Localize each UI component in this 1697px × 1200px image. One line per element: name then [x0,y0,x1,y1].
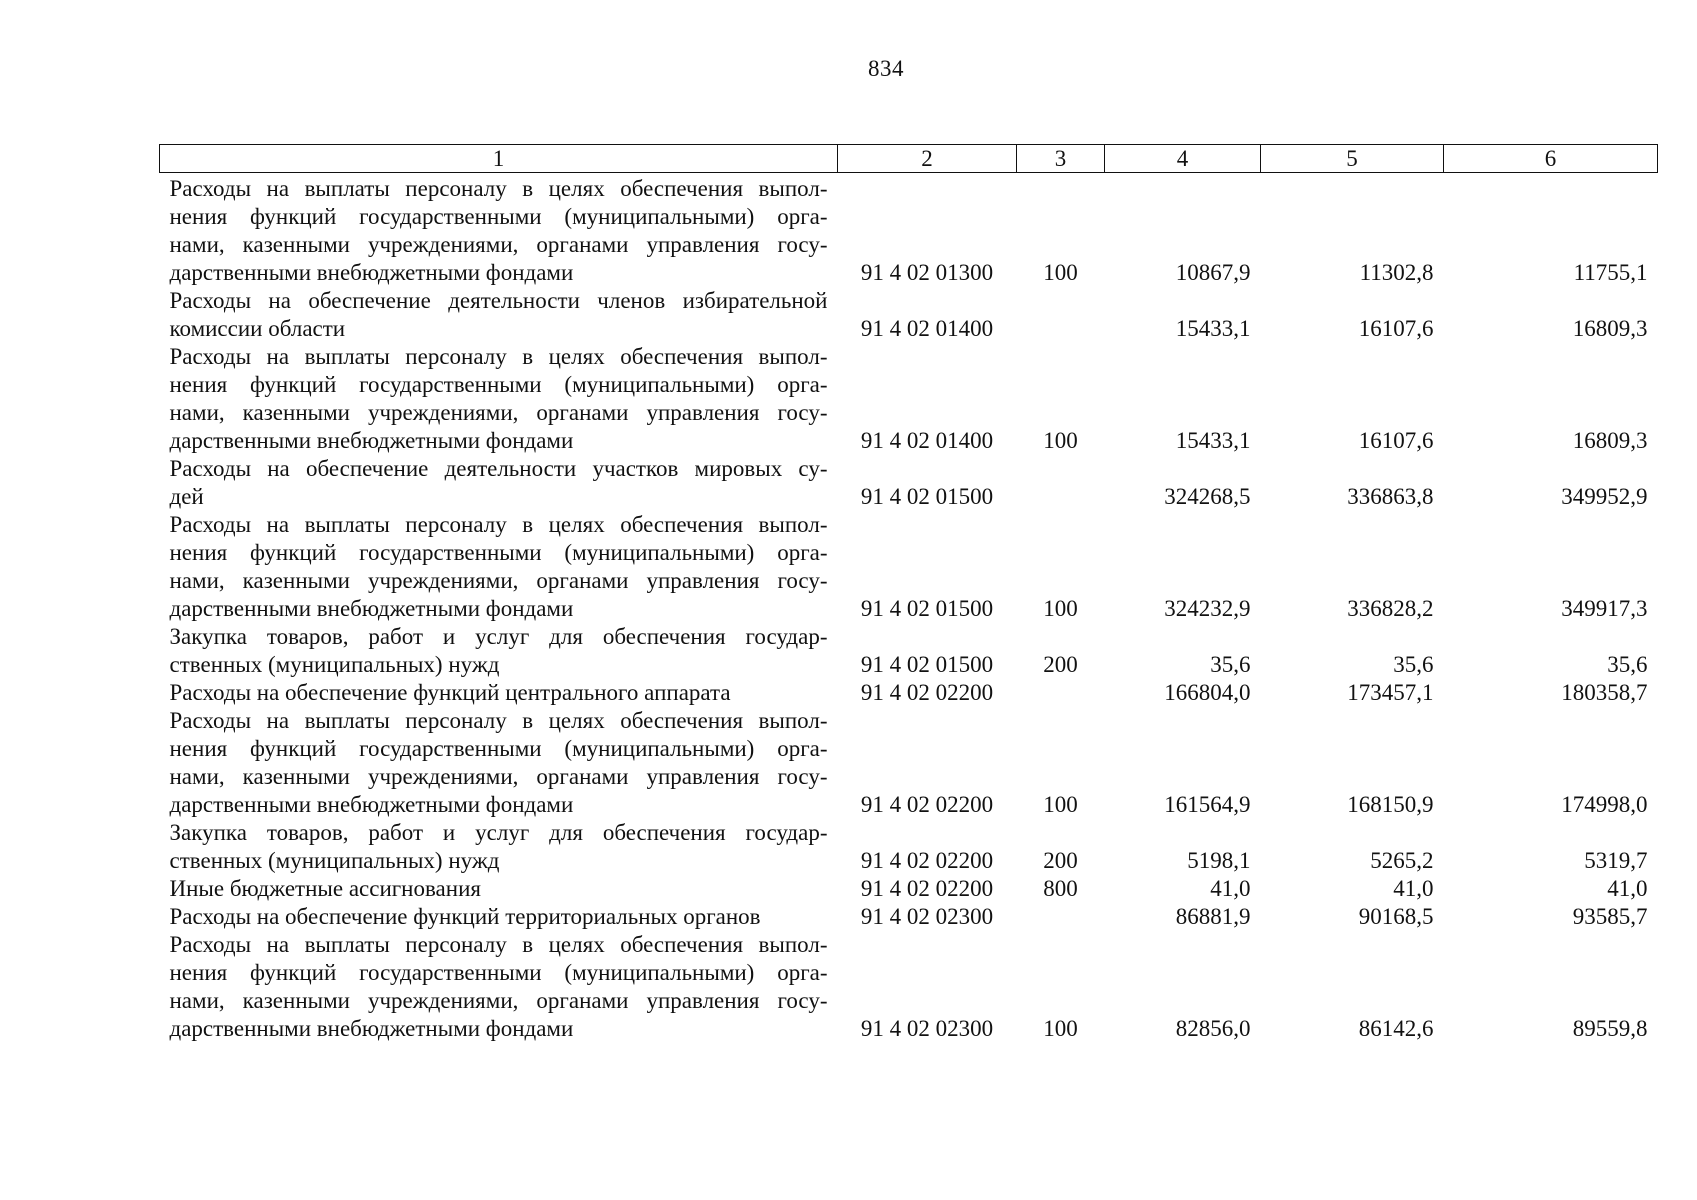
expense-name-line: Закупка товаров, работ и услуг для обеспечения государ- [169,624,828,649]
budget-code-cell: 91 4 02 01400 [860,428,994,453]
expense-type-cell: 200 [1043,652,1078,677]
expense-name-line: дарственными внебюджетными фондами [169,428,574,453]
expense-name-cell [160,875,838,903]
expense-name-line: нами, казенными учреждениями, органами управления госу- [169,400,828,425]
expense-type-cell: 100 [1043,792,1078,817]
year1-amount-cell: 15433,1 [1175,428,1251,453]
expense-name-line: нами, казенными учреждениями, органами управления госу- [169,568,828,593]
year3-amount-cell: 41,0 [1607,876,1648,901]
budget-code-cell: 91 4 02 01500 [860,484,994,509]
year1-amount-cell: 41,0 [1210,876,1251,901]
expense-name-line: нами, казенными учреждениями, органами управления госу- [169,232,828,257]
table-row [160,931,1658,1043]
header-cell-5: 5 [1261,145,1444,173]
budget-code-cell: 91 4 02 01300 [860,260,994,285]
budget-code-cell: 91 4 02 02200 [860,876,994,901]
year3-amount-cell: 16809,3 [1572,316,1648,341]
header-cell-2: 2 [838,145,1017,173]
table-row [160,173,1658,288]
expense-name-cell [160,343,838,455]
expense-name-cell [160,707,838,819]
header-cell-3: 3 [1017,145,1105,173]
table-row [160,343,1658,455]
expense-name-line: Закупка товаров, работ и услуг для обеспечения государ- [169,820,828,845]
table-row [160,707,1658,819]
expense-name-line: дей [169,484,204,509]
expense-name-line: Расходы на выплаты персоналу в целях обеспечения выпол- [169,932,828,957]
year2-amount-cell: 336828,2 [1347,596,1434,621]
expense-name-line: ственных (муниципальных) нужд [169,652,500,677]
year3-amount-cell: 180358,7 [1561,680,1648,705]
header-cell-4: 4 [1105,145,1261,173]
page-number: 834 [868,56,904,81]
year3-amount-cell: 11755,1 [1573,260,1648,285]
expense-type-cell [1017,455,1105,511]
expense-name-line: нами, казенными учреждениями, органами управления госу- [169,764,828,789]
year2-amount-cell: 16107,6 [1358,428,1434,453]
year1-amount-cell: 324232,9 [1164,596,1251,621]
budget-code-cell: 91 4 02 02200 [860,680,994,705]
year2-amount-cell: 16107,6 [1358,316,1434,341]
budget-code-cell: 91 4 02 02300 [860,1016,994,1041]
budget-code-cell: 91 4 02 01400 [860,316,994,341]
year2-amount-cell: 11302,8 [1359,260,1434,285]
expense-name-cell [160,623,838,679]
expense-type-cell: 800 [1043,876,1078,901]
expense-name-line: нения функций государственными (муниципальными) орга- [169,204,828,229]
expense-name-line: нения функций государственными (муниципальными) орга- [169,960,828,985]
expense-name-line: дарственными внебюджетными фондами [169,596,574,621]
expense-type-cell: 200 [1043,848,1078,873]
year2-amount-cell: 41,0 [1393,876,1434,901]
year2-amount-cell: 86142,6 [1358,1016,1434,1041]
expense-name-cell [160,511,838,623]
expense-type-cell [1017,903,1105,931]
expense-type-cell: 100 [1043,596,1078,621]
year3-amount-cell: 89559,8 [1572,1016,1648,1041]
expense-name-cell [160,679,838,707]
expense-name-line: Расходы на выплаты персоналу в целях обеспечения выпол- [169,176,828,201]
expense-name-line: нения функций государственными (муниципальными) орга- [169,540,828,565]
expense-name-line: комиссии области [169,316,346,341]
year3-amount-cell: 16809,3 [1572,428,1648,453]
table-row [160,511,1658,623]
year3-amount-cell: 35,6 [1607,652,1648,677]
expense-type-cell: 100 [1043,260,1078,285]
year3-amount-cell: 349917,3 [1561,596,1648,621]
expense-name-line: нения функций государственными (муниципальными) орга- [169,736,828,761]
expense-name-cell [160,903,838,931]
budget-code-cell: 91 4 02 01500 [860,596,994,621]
year1-amount-cell: 82856,0 [1175,1016,1251,1041]
expense-name-cell [160,819,838,875]
expense-type-cell [1017,287,1105,343]
budget-table [159,144,1658,1043]
table-row [160,875,1658,903]
year3-amount-cell: 93585,7 [1572,904,1648,929]
expense-name-cell [160,287,838,343]
expense-name-line: Расходы на обеспечение функций центрального аппарата [169,680,731,705]
year2-amount-cell: 336863,8 [1347,484,1434,509]
budget-code-cell: 91 4 02 01500 [860,652,994,677]
expense-type-cell: 100 [1043,428,1078,453]
year2-amount-cell: 173457,1 [1347,680,1434,705]
table-row [160,455,1658,511]
budget-code-cell: 91 4 02 02200 [860,848,994,873]
expense-name-line: Расходы на выплаты персоналу в целях обеспечения выпол- [169,512,828,537]
expense-name-line: Расходы на выплаты персоналу в целях обеспечения выпол- [169,708,828,733]
year2-amount-cell: 168150,9 [1347,792,1434,817]
expense-name-line: дарственными внебюджетными фондами [169,792,574,817]
year3-amount-cell: 349952,9 [1561,484,1648,509]
year3-amount-cell: 174998,0 [1561,792,1648,817]
header-cell-6: 6 [1444,145,1658,173]
table-row [160,903,1658,931]
header-row [160,145,1658,173]
year3-amount-cell: 5319,7 [1584,848,1648,873]
budget-code-cell: 91 4 02 02200 [860,792,994,817]
year1-amount-cell: 166804,0 [1164,680,1251,705]
expense-name-cell [160,173,838,288]
expense-type-cell: 100 [1043,1016,1078,1041]
table-row [160,623,1658,679]
table-header [160,145,1658,173]
year2-amount-cell: 90168,5 [1358,904,1434,929]
year1-amount-cell: 86881,9 [1175,904,1251,929]
budget-code-cell: 91 4 02 02300 [860,904,994,929]
expense-name-line: нения функций государственными (муниципальными) орга- [169,372,828,397]
table-row [160,679,1658,707]
expense-name-cell [160,455,838,511]
year2-amount-cell: 5265,2 [1370,848,1434,873]
year1-amount-cell: 35,6 [1210,652,1251,677]
table-body [160,173,1658,1044]
expense-name-line: дарственными внебюджетными фондами [169,1016,574,1041]
table-row [160,819,1658,875]
year2-amount-cell: 35,6 [1393,652,1434,677]
expense-name-line: Расходы на обеспечение деятельности членов избирательной [169,288,828,313]
year1-amount-cell: 10867,9 [1175,260,1251,285]
expense-name-cell [160,931,838,1043]
expense-name-line: ственных (муниципальных) нужд [169,848,500,873]
expense-name-line: дарственными внебюджетными фондами [169,260,574,285]
year1-amount-cell: 15433,1 [1175,316,1251,341]
expense-name-line: Расходы на выплаты персоналу в целях обеспечения выпол- [169,344,828,369]
expense-name-line: Иные бюджетные ассигнования [169,876,481,901]
expense-name-line: нами, казенными учреждениями, органами управления госу- [169,988,828,1013]
table-row [160,287,1658,343]
header-cell-1: 1 [160,145,838,173]
expense-name-line: Расходы на обеспечение деятельности участков мировых су- [169,456,828,481]
year1-amount-cell: 161564,9 [1164,792,1251,817]
expense-name-line: Расходы на обеспечение функций территориальных органов [169,904,761,929]
year1-amount-cell: 324268,5 [1164,484,1251,509]
year1-amount-cell: 5198,1 [1187,848,1251,873]
expense-type-cell [1017,679,1105,707]
